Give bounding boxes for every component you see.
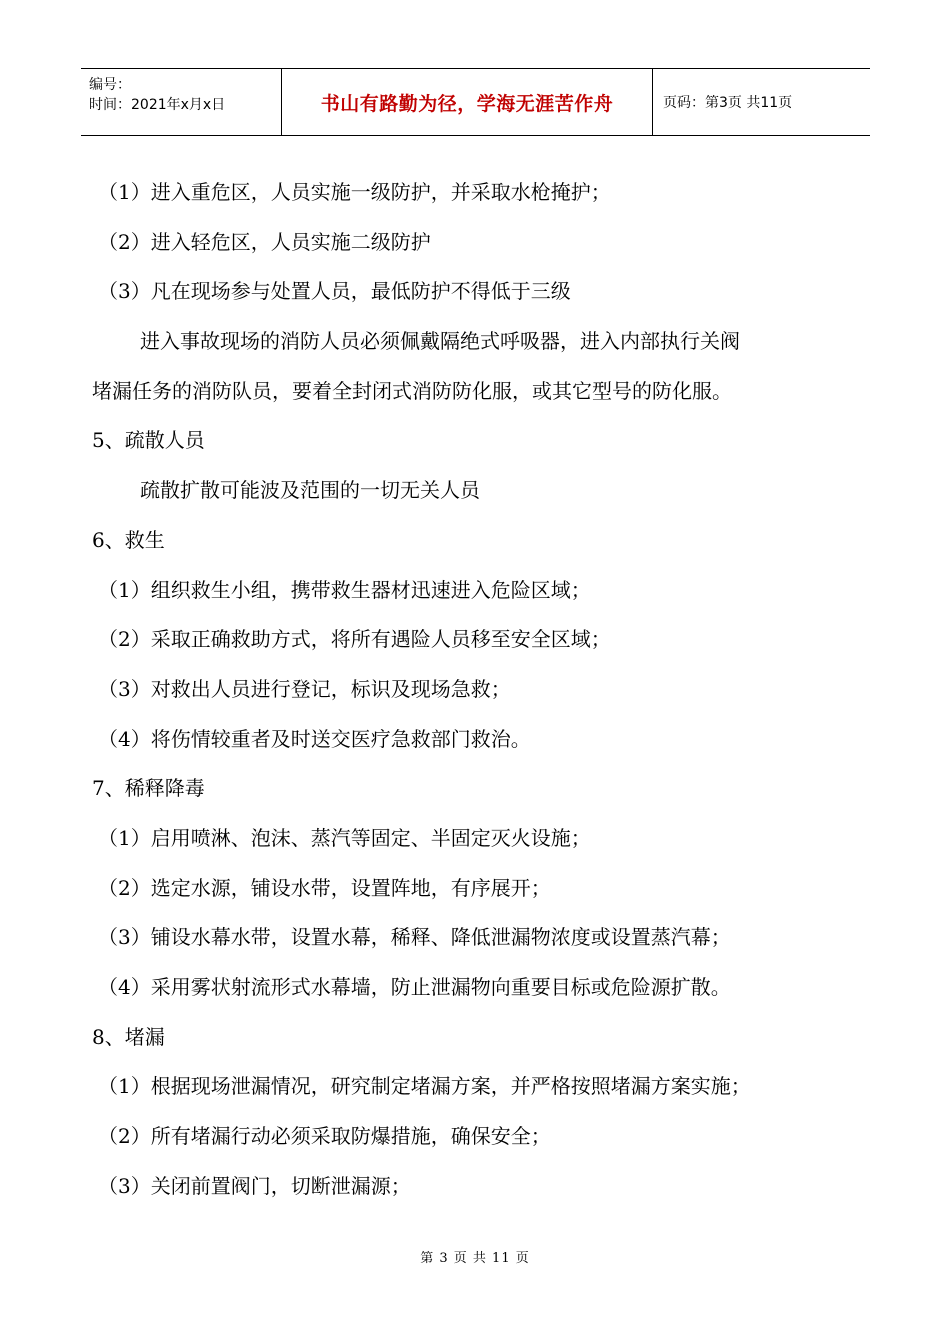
section-heading-line: 8、堵漏 [92, 1024, 165, 1049]
page-info-text: 页码：第3页 共11页 [663, 95, 793, 111]
footer-page-number: 第 3 页 共 11 页 [420, 1251, 530, 1266]
list-item-line: （1）进入重危区，人员实施一级防护，并采取水枪掩护； [98, 180, 611, 204]
list-item-line: （2）选定水源，铺设水带，设置阵地，有序展开； [98, 875, 551, 900]
section-heading-line: 5、疏散人员 [92, 428, 205, 453]
list-item-line: （3）铺设水幕水带，设置水幕，稀释、降低泄漏物浓度或设置蒸汽幕； [98, 925, 731, 950]
document-date: 时间：2021年x月x日 [89, 97, 226, 113]
list-item-line: （3）对救出人员进行登记，标识及现场急救； [98, 676, 511, 701]
page-footer [0, 1247, 950, 1266]
list-item-line: （3）凡在现场参与处置人员，最低防护不得低于三级 [98, 279, 571, 304]
page-header [81, 68, 870, 136]
document-number-label: 编号： [89, 77, 131, 93]
section-heading-line: 堵漏任务的消防队员，要着全封闭式消防防化服，或其它型号的防化服。 [92, 378, 732, 403]
motto-text: 书山有路勤为径，学海无涯苦作舟 [320, 92, 614, 115]
list-item-line: （4）将伤情较重者及时送交医疗急救部门救治。 [98, 726, 531, 751]
list-item-line: （2）进入轻危区，人员实施二级防护 [98, 229, 431, 254]
list-item-line: （2）采取正确救助方式，将所有遇险人员移至安全区域； [98, 627, 611, 652]
list-item-line: （2）所有堵漏行动必须采取防爆措施，确保安全； [98, 1124, 551, 1149]
list-item-line: （1）启用喷淋、泡沫、蒸汽等固定、半固定灭火设施； [98, 825, 591, 850]
header-motto [281, 69, 653, 135]
header-meta [81, 69, 281, 135]
list-item-line: （4）采用雾状射流形式水幕墙，防止泄漏物向重要目标或危险源扩散。 [98, 975, 731, 999]
list-item-line: （3）关闭前置阀门，切断泄漏源； [98, 1173, 411, 1198]
paragraph-line: 进入事故现场的消防人员必须佩戴隔绝式呼吸器，进入内部执行关阀 [140, 329, 740, 354]
header-page-info [653, 69, 870, 135]
list-item-line: （1）组织救生小组，携带救生器材迅速进入危险区域； [98, 577, 591, 602]
paragraph-line: 疏散扩散可能波及范围的一切无关人员 [140, 478, 480, 503]
document-body [92, 168, 867, 1211]
section-heading-line: 7、稀释降毒 [92, 776, 205, 801]
section-heading-line: 6、救生 [92, 527, 165, 552]
list-item-line: （1）根据现场泄漏情况，研究制定堵漏方案，并严格按照堵漏方案实施； [98, 1074, 751, 1099]
